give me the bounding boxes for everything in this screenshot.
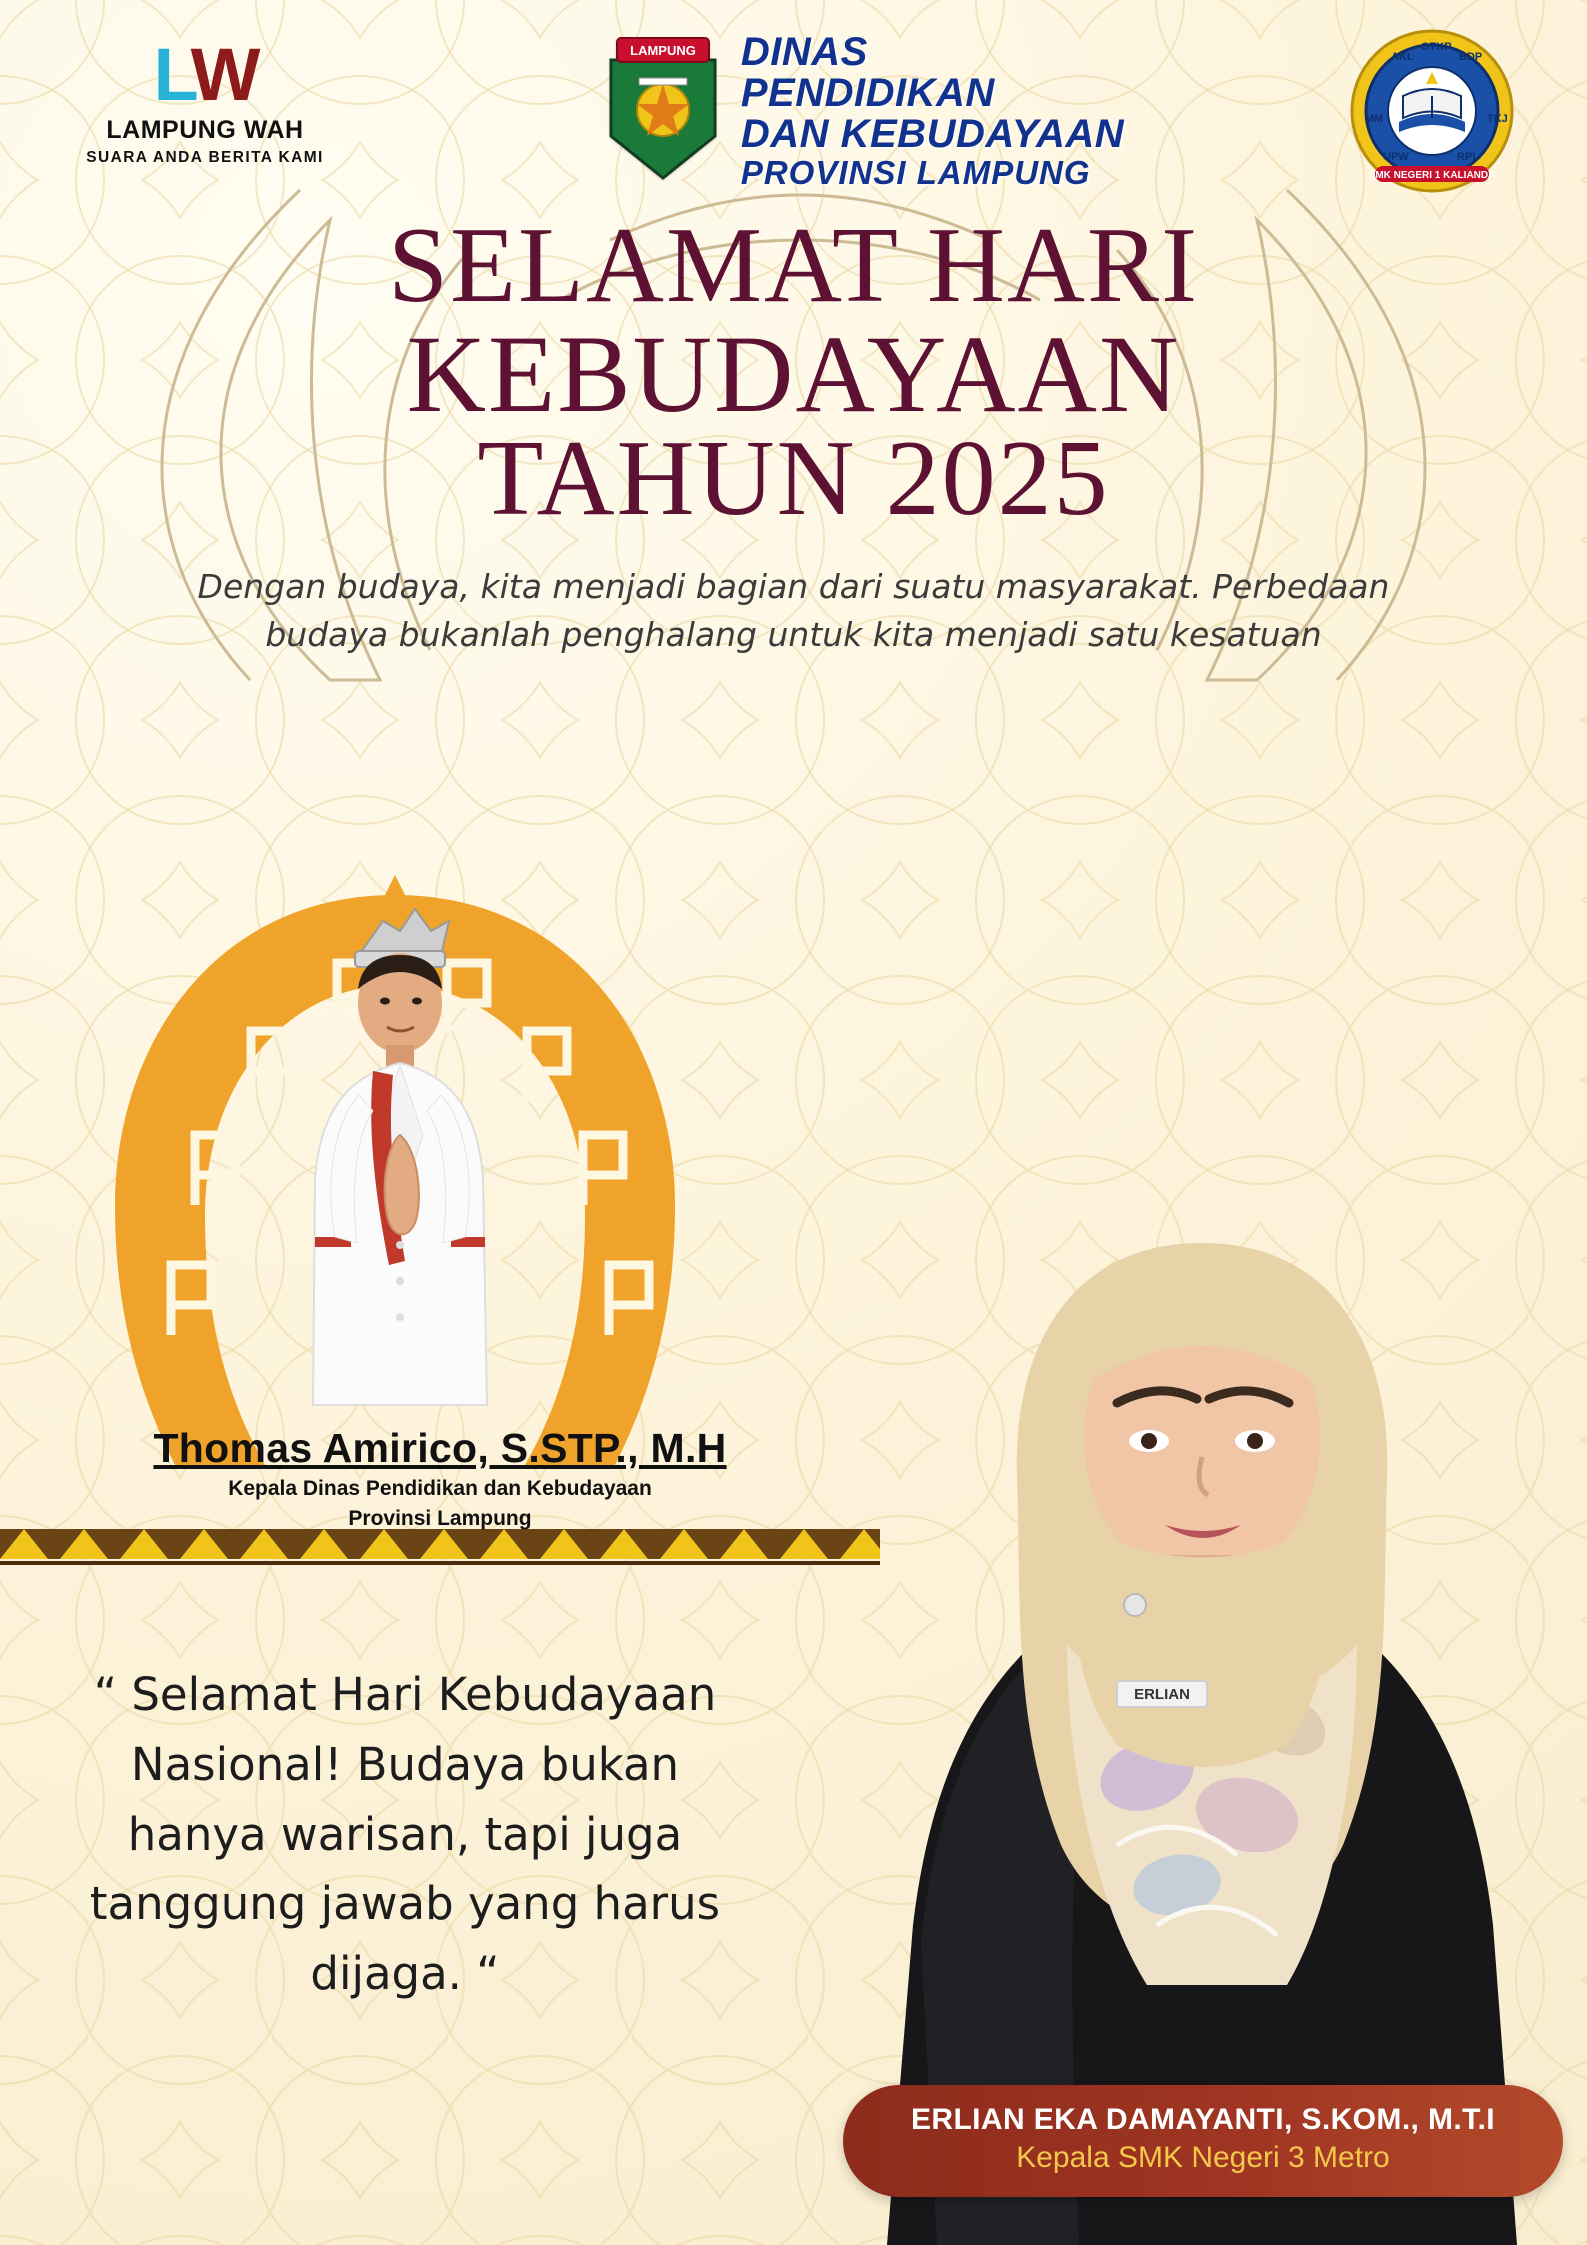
lampung-wah-name [70, 116, 340, 145]
headline-subquote: Dengan budaya, kita menjadi bagian dari suatu masyarakat. Perbedaan budaya bukanlah penghalang untuk kita menjadi satu kesatuan [197, 567, 1390, 655]
school-logo-icon [1347, 26, 1517, 196]
svg-text:ERLIAN: ERLIAN [1134, 1686, 1190, 1703]
dinas-line-4: PROVINSI LAMPUNG [740, 153, 1091, 191]
headmaster-name-plate [843, 2085, 1563, 2197]
dinas-line-2: PENDIDIKAN [740, 71, 995, 116]
headline-line-1: SELAMAT HARI [387, 206, 1200, 325]
official-name-strip [0, 1425, 880, 1533]
lampung-wah-logo [70, 26, 340, 167]
svg-text:AKL: AKL [1390, 51, 1414, 63]
headline-line-3: TAHUN 2025 [477, 418, 1110, 538]
brand-name-accent: WAH [236, 116, 304, 145]
lampung-wah-tagline: SUARA ANDA BERITA KAMI [86, 149, 324, 167]
official-role-line-2: Provinsi Lampung [348, 1507, 532, 1531]
lampung-crest-icon [603, 32, 723, 182]
headline-line-2: KEBUDAYAAN [406, 312, 1181, 435]
svg-text:TKJ: TKJ [1486, 113, 1508, 125]
lampung-wah-monogram [70, 33, 340, 116]
dinas-logo-group [603, 26, 1124, 190]
logo-bar [0, 26, 1587, 236]
official-portrait [255, 885, 545, 1470]
dinas-title-text [741, 32, 1124, 190]
official-role-line-1: Kepala Dinas Pendidikan dan Kebudayaan [228, 1477, 652, 1500]
headmaster-portrait [817, 1085, 1587, 2245]
svg-text:SMK NEGERI 1 KALIANDA: SMK NEGERI 1 KALIANDA [1368, 170, 1496, 181]
monogram-l: L [153, 33, 191, 116]
svg-text:UPW: UPW [1382, 151, 1409, 163]
svg-text:MM: MM [1364, 113, 1384, 125]
official-figure-block [0, 855, 880, 1585]
official-name: Thomas Amirico, S.STP., M.H [153, 1425, 727, 1471]
svg-text:BDP: BDP [1458, 51, 1483, 63]
main-quote-text: “ Selamat Hari Kebudayaan Nasional! Budaya bukan hanya warisan, tapi juga tanggung jawab yang harus dijaga. “ [89, 1668, 721, 2000]
svg-text:OTKP: OTKP [1420, 41, 1452, 53]
headmaster-role: Kepala SMK Negeri 3 Metro [1016, 2141, 1390, 2174]
dinas-line-3: DAN KEBUDAYAAN [740, 112, 1125, 157]
svg-text:RPL: RPL [1456, 151, 1479, 163]
headline-block [0, 206, 1587, 855]
monogram-w: W [190, 33, 257, 116]
brand-name-main: LAMPUNG [106, 116, 237, 145]
dinas-line-1: DINAS [740, 30, 868, 74]
headmaster-name: ERLIAN EKA DAMAYANTI, S.KOM., M.T.I [910, 2103, 1496, 2136]
svg-text:LAMPUNG: LAMPUNG [629, 43, 696, 58]
